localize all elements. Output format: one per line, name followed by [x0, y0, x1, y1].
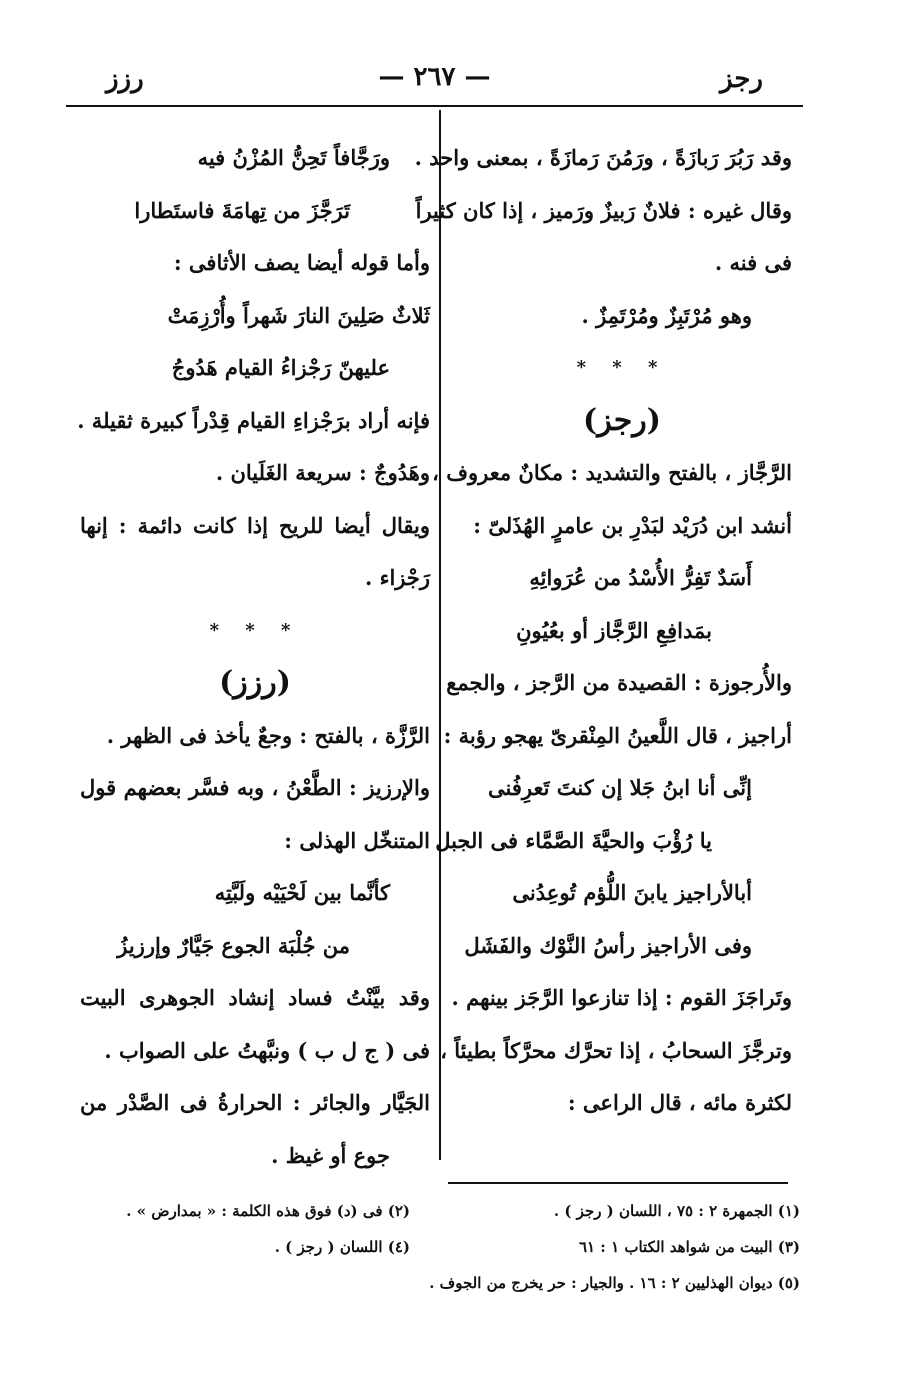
text-line: رَجْزاء . [364, 565, 430, 590]
text-line: فإنه أراد برَجْزاءِ القيام قِدْراً كبيرة ثقيلة . [77, 407, 430, 433]
text-line: من جُلْبَة الجوع جَيَّارٌ وإرزيزُ [117, 932, 350, 958]
text-line: وهَدُوجٌ : سريعة الغَلَيان . [215, 460, 430, 485]
text-line: المتنخّل الهذلى : [284, 827, 430, 853]
text-line: وترجَّزَ السحابُ ، إذا تحرَّك محرَّكاً بطيئاً ، [440, 1037, 792, 1063]
footnote-rule [448, 1182, 788, 1184]
text-line: أنشد ابن دُرَيْد لبَدْرِ بن عامرٍ الهُذَلىّ : [473, 512, 792, 538]
text-line: أَسَدٌ تَفِرُّ الأُسْدُ من عُرَوائِهِ [529, 565, 752, 590]
page-number: — ٢٦٧ — [378, 62, 491, 92]
entry-heading: (رجز) [583, 402, 661, 438]
text-line: كأنَّما بين لَحْيَيْه ولَبَّتِه [214, 880, 390, 905]
text-line: لكثرة مائه ، قال الراعى : [567, 1090, 792, 1115]
text-line: أبالأراجيز يابنَ اللُّؤم تُوعِدُنى [512, 880, 752, 905]
text-line: عليهنّ رَجْزاءُ القيام هَدُوجُ [171, 355, 390, 380]
section-separator: * * * [576, 357, 668, 378]
column-divider [439, 110, 441, 1160]
text-line: إنِّى أنا ابنُ جَلا إن كنتَ تَعرِفُنى [488, 775, 752, 800]
text-line: أراجيز ، قال اللَّعينُ المِنْقرىّ يهجو رؤبة : [443, 722, 792, 748]
footnote: (٢) فى (د) فوق هذه الكلمة : « بمدارض » . [126, 1202, 410, 1220]
text-line: وقد بيَّنْتُ فساد إنشاد الجوهرى البيت [80, 985, 430, 1010]
text-line: ثَلاثٌ صَلِينَ النارَ شَهراً وأُرْزِمَتْ [167, 302, 430, 328]
text-line: وتَراجَزَ القوم : إذا تنازعوا الرَّجَز بينهم . [451, 985, 792, 1010]
footnote: (٥) ديوان الهذليين ٢ : ١٦ . والجيار : حر يخرج من الجوف . [429, 1274, 800, 1292]
text-line: فى ( ج ل ب ) ونبَّهتُ على الصواب . [104, 1037, 430, 1063]
header-root-left: رزز [106, 64, 144, 94]
text-line: وأما قوله أيضا يصف الأثافى : [173, 250, 430, 275]
text-line: ويقال أيضا للريح إذا كانت دائمة : إنها [80, 512, 430, 538]
text-line: والأُرجوزة : القصيدة من الرَّجز ، والجمع [446, 670, 792, 695]
text-line: الرَّجَّاز ، بالفتح والتشديد : مكانٌ معروف ، [432, 460, 792, 485]
text-line: يا رُؤْبَ والحيَّةَ الصَّمَّاء فى الجبل [435, 827, 712, 853]
text-line: وهو مُرْتَبِزٌ ومُرْتَمِزٌ . [581, 302, 752, 328]
text-line: وفى الأراجيز رأسُ النَّوْك والفَشَل [464, 932, 752, 958]
section-separator: * * * [209, 619, 301, 641]
footnote: (٣) البيت من شواهد الكتاب ١ : ٦١ [578, 1238, 800, 1256]
footnote: (٤) اللسان ( رجز ) . [274, 1238, 410, 1256]
entry-heading: (رزز) [219, 665, 291, 700]
text-line: جوع أو غيظ . [271, 1142, 390, 1168]
text-line: فى فنه . [714, 250, 792, 275]
header-rule [66, 105, 803, 107]
text-line: ورَجَّافاً تَحِنُّ المُزْنُ فيه [197, 145, 390, 170]
text-line: وقال غيره : فلانٌ رَبيزٌ ورَميز ، إذا كان كثيراً [415, 197, 792, 223]
header-root-right: رجز [720, 64, 763, 94]
text-line: الرَّزَّة ، بالفتح : وجعٌ يأخذ فى الظهر . [106, 722, 430, 748]
text-line: الجَيَّار والجائر : الحرارةُ فى الصَّدْر من [80, 1090, 430, 1115]
footnote: (١) الجمهرة ٢ : ٧٥ ، اللسان ( رجز ) . [553, 1202, 800, 1220]
text-line: والإرزيز : الطَّعْنُ ، وبه فسَّر بعضهم قول [80, 775, 430, 800]
text-line: بمَدافِعِ الرَّجَّاز أو بعُيُونِ [516, 617, 712, 643]
text-line: وقد رَبُرَ رَبازَةً ، ورَمُنَ رَمازَةً ، بمعنى واحد . [414, 145, 792, 170]
page-header [66, 58, 803, 102]
text-line: تَرَجَّزَ من تِهامَةَ فاستَطارا [134, 197, 350, 223]
